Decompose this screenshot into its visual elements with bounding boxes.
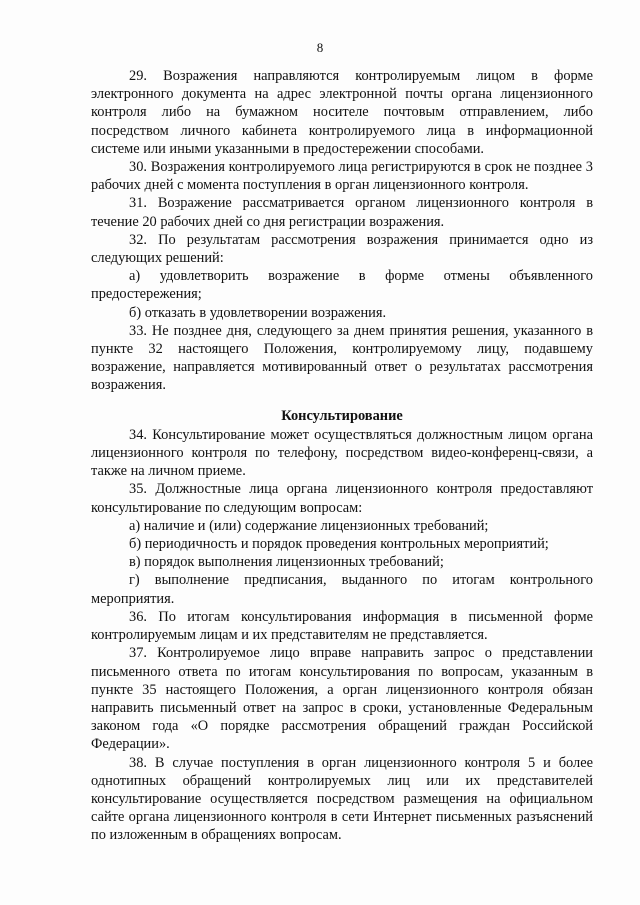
paragraph-30: 30. Возражения контролируемого лица регистрируются в срок не позднее 3 рабочих дней с момента поступления в орган лицензионного контроля. <box>91 159 593 194</box>
paragraph-32-option-b: б) отказать в удовлетворении возражения. <box>129 304 387 321</box>
paragraph-29: 29. Возражения направляются контролируемым лицом в форме электронного документа на адрес электронной почты органа лицензионного контроля либо на бумажном носителе почтовым отправлением, либо посредством личного кабинета контролируемого лица в информационной системе или иными указанными в предостережении способами. <box>91 68 593 157</box>
paragraph-35-item-c: в) порядок выполнения лицензионных требований; <box>129 554 444 571</box>
paragraph-34: 34. Консультирование может осуществляться должностным лицом органа лицензионного контроля по телефону, посредством видео-конференц-связи, а также на личном приеме. <box>91 426 593 480</box>
paragraph-33: 33. Не позднее дня, следующего за днем принятия решения, указанного в пункте 32 настоящего Положения, контролируемому лицу, подавшему возражение, направляется мотивированный ответ о результатах рассмотрения возражения. <box>91 322 593 394</box>
paragraph-31: 31. Возражение рассматривается органом лицензионного контроля в течение 20 рабочих дней со дня регистрации возражения. <box>91 195 593 230</box>
document-body <box>91 67 593 845</box>
page-number: 8 <box>316 40 324 55</box>
section-heading: Консультирование <box>281 407 403 424</box>
paragraph-32: 32. По результатам рассмотрения возражения принимается одно из следующих решений: <box>91 231 593 267</box>
paragraph-37: 37. Контролируемое лицо вправе направить запрос о представлении письменного ответа по итогам консультирования по вопросам, указанным в пункте 35 настоящего Положения, а орган лицензионного контроля обязан направить письменный ответ на запрос в сроки, установленные Федеральным законом года «О порядке рассмотрения обращений граждан Российской Федерации». <box>91 645 593 753</box>
paragraph-38: 38. В случае поступления в орган лицензионного контроля 5 и более однотипных обращений контролируемых лиц или их представителей консультирование осуществляется посредством размещения на официальном сайте органа лицензионного контроля в сети Интернет письменных разъяснений по изложенным в обращениях вопросам. <box>91 754 593 844</box>
paragraph-35-item-b: б) периодичность и порядок проведения контрольных мероприятий; <box>129 536 549 553</box>
paragraph-36: 36. По итогам консультирования информация в письменной форме контролируемым лицам и их представителям не представляется. <box>91 608 593 644</box>
paragraph-35: 35. Должностные лица органа лицензионного контроля предоставляют консультирование по следующим вопросам: <box>91 481 593 516</box>
paragraph-35-item-a: а) наличие и (или) содержание лицензионных требований; <box>129 517 489 534</box>
paragraph-35-item-d: г) выполнение предписания, выданного по итогам контрольного мероприятия. <box>91 572 593 607</box>
paragraph-32-option-a: а) удовлетворить возражение в форме отмены объявленного предостережения; <box>91 268 593 303</box>
